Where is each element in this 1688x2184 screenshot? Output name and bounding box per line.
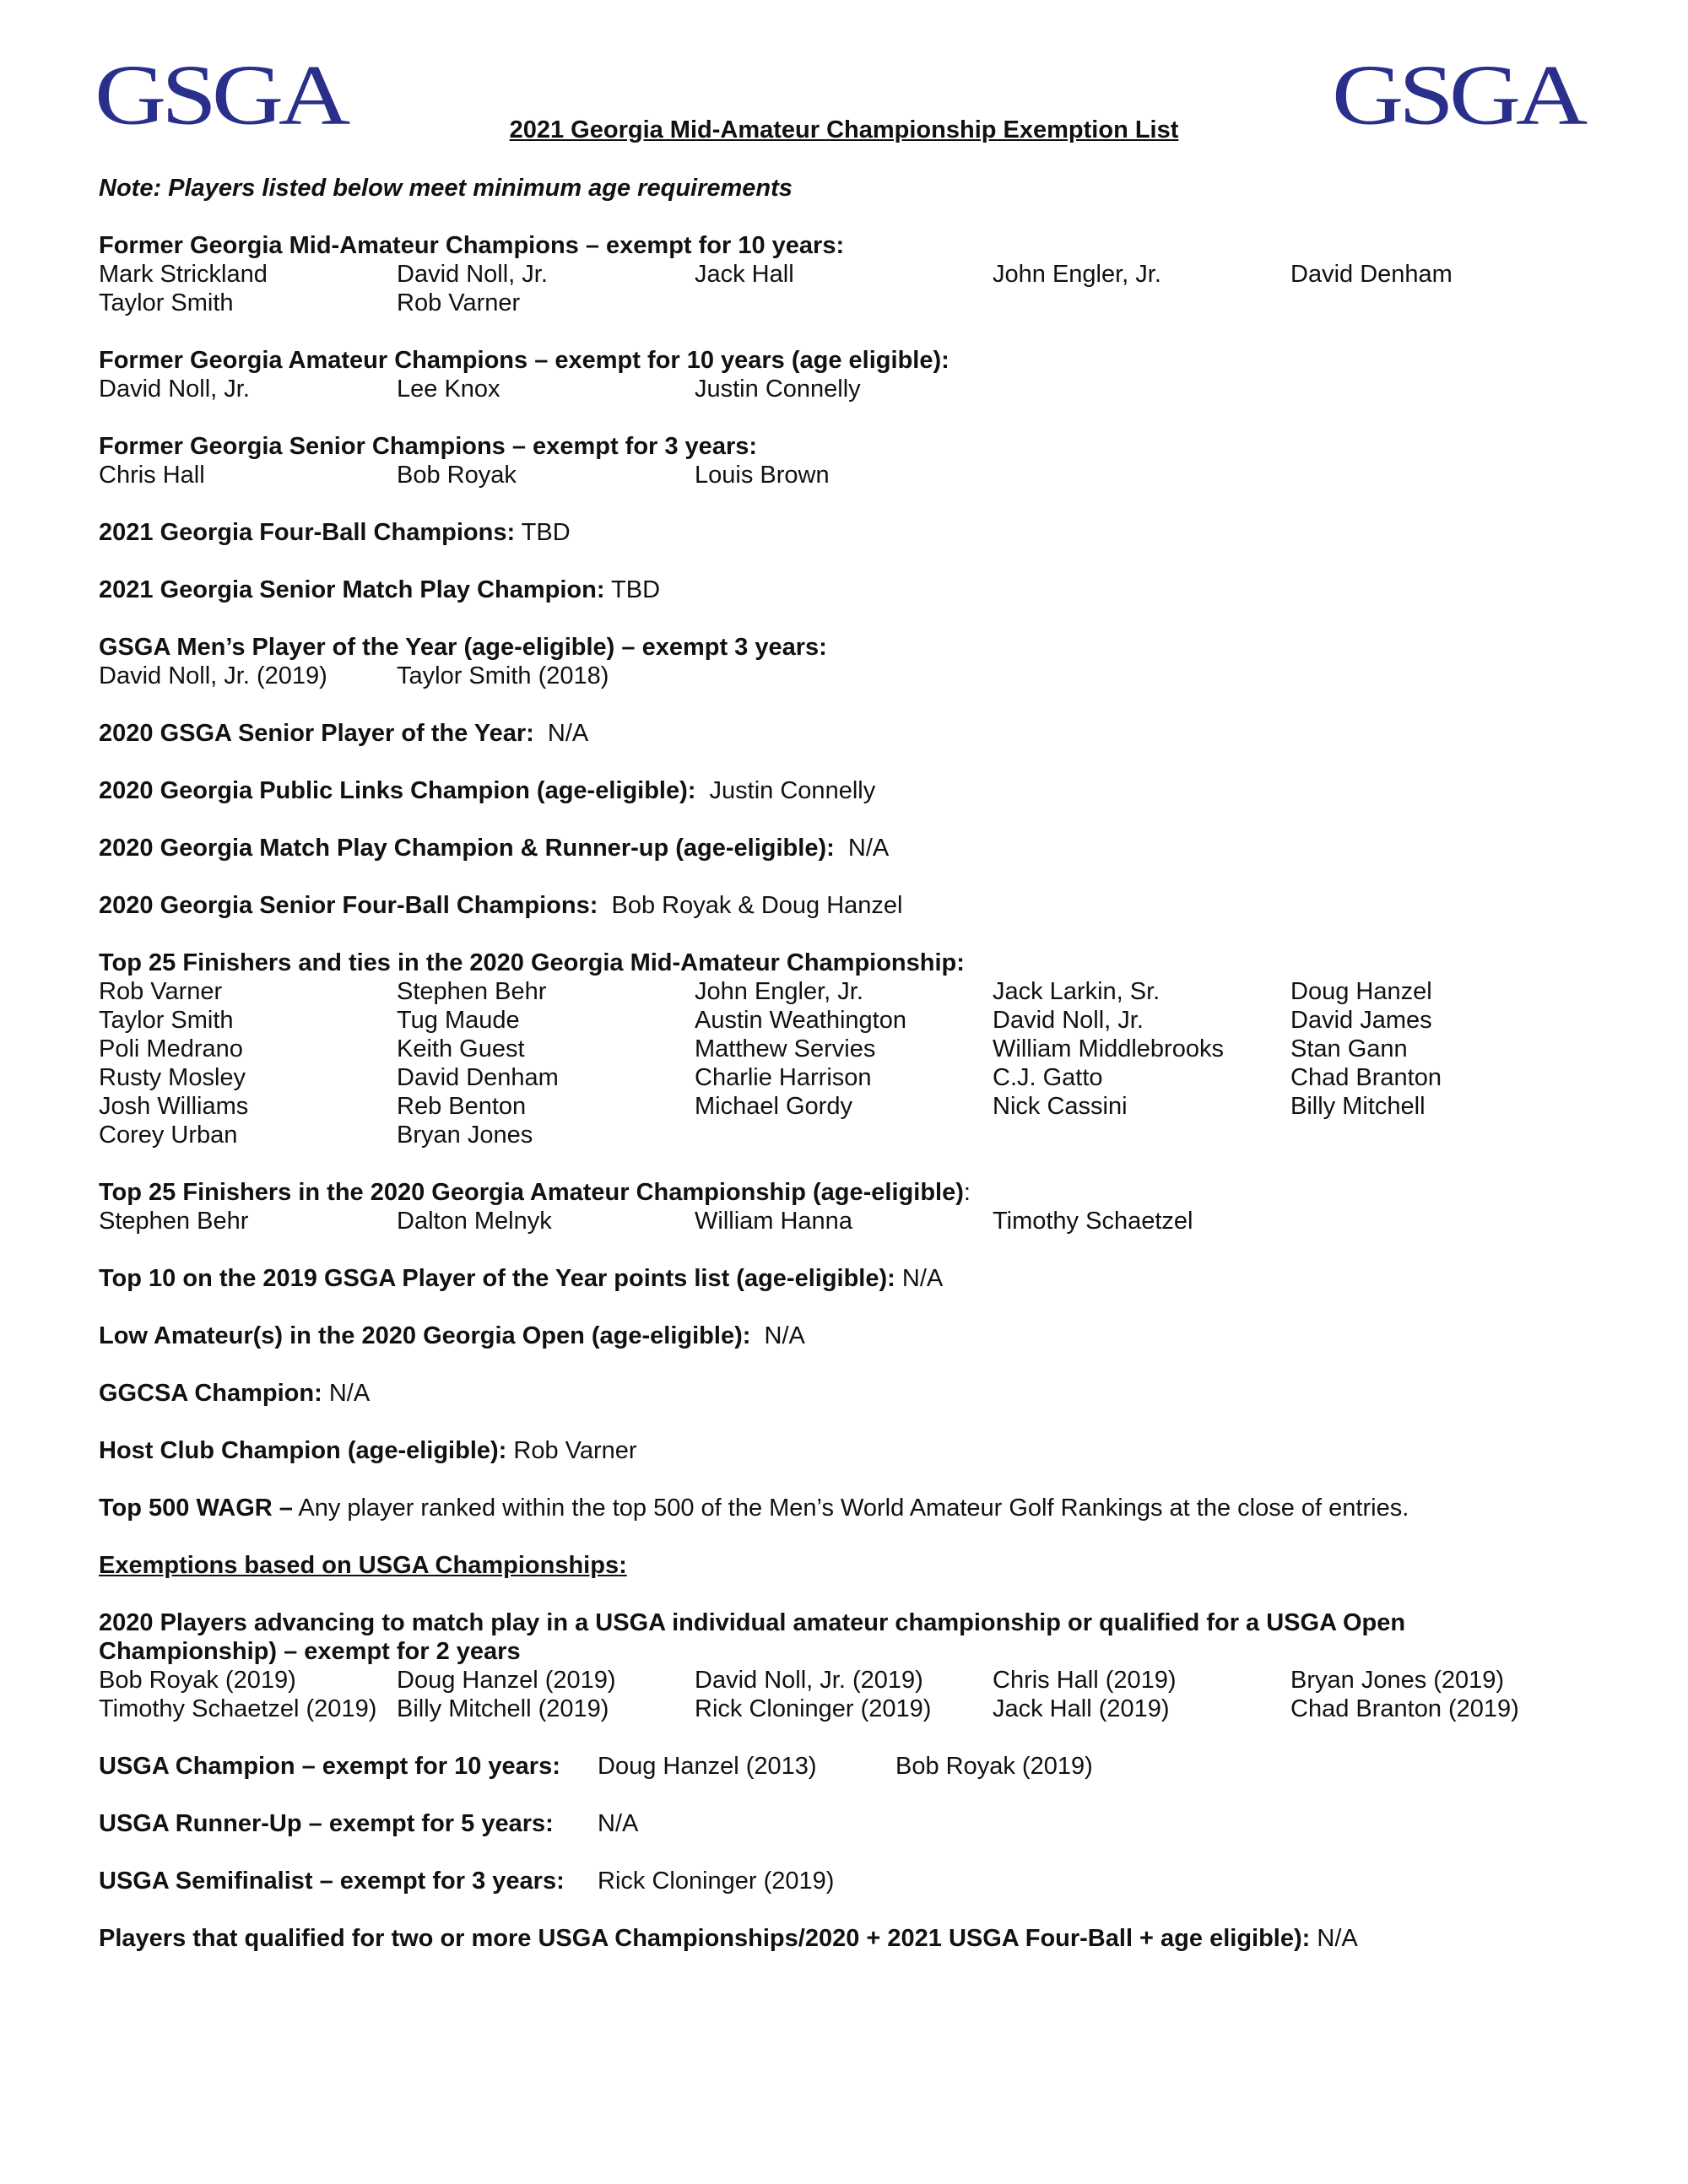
player-name: Rob Varner: [99, 978, 223, 1005]
player-name: Keith Guest: [397, 1035, 525, 1062]
section-value: TBD: [515, 519, 571, 546]
gsga-logo-left: GSGA: [95, 46, 346, 143]
section-value: Rob Varner: [506, 1437, 637, 1464]
section-heading: Former Georgia Amateur Champions – exempt for 10 years (age eligible):: [99, 347, 950, 374]
player-name: Bob Royak: [397, 462, 517, 489]
player-name: Bryan Jones (2019): [1290, 1667, 1505, 1694]
player-name: Bob Royak (2019): [99, 1667, 296, 1694]
player-name: Taylor Smith (2018): [397, 662, 609, 689]
player-grid: [99, 461, 1618, 489]
player-name: Charlie Harrison: [695, 1064, 872, 1091]
player-name: Matthew Servies: [695, 1035, 876, 1062]
section-usga-runner-up: [99, 1809, 1618, 1838]
player-name: Justin Connelly: [695, 376, 861, 403]
section-value: N/A: [750, 1322, 805, 1349]
player-name: Corey Urban: [99, 1122, 238, 1149]
player-name: Jack Hall: [695, 261, 794, 288]
player-name: John Engler, Jr.: [695, 978, 863, 1005]
player-name: David Noll, Jr.: [99, 376, 250, 403]
section-top25-mid-am: [99, 949, 1618, 1149]
section-value: Rick Cloninger (2019): [598, 1868, 835, 1895]
age-note: Note: Players listed below meet minimum age requirements: [99, 175, 793, 202]
player-name: Tug Maude: [397, 1007, 520, 1034]
section-value: Any player ranked within the top 500 of the Men’s World Amateur Golf Rankings at the close of entries.: [292, 1495, 1409, 1522]
player-grid: [99, 375, 1618, 403]
player-name: David James: [1290, 1007, 1432, 1034]
heading-colon: :: [963, 1179, 971, 1206]
section-senior-poy-2020: [99, 719, 1618, 748]
section-value: Justin Connelly: [695, 777, 876, 804]
section-wagr: [99, 1494, 1618, 1522]
section-value: Bob Royak & Doug Hanzel: [598, 892, 903, 919]
player-grid: [99, 260, 1618, 317]
section-label: Top 10 on the 2019 GSGA Player of the Year points list (age-eligible):: [99, 1265, 895, 1292]
player-name: David Noll, Jr.: [993, 1007, 1144, 1034]
player-name: Louis Brown: [695, 462, 830, 489]
section-label: Top 500 WAGR –: [99, 1495, 293, 1522]
section-former-mid-am: [99, 231, 1618, 317]
player-name: William Hanna: [695, 1208, 852, 1235]
player-name: Lee Knox: [397, 376, 500, 403]
section-senior-match-2021: [99, 576, 1618, 604]
section-label: Players that qualified for two or more USGA Championships/2020 + 2021 USGA Four-Ball + age eligible):: [99, 1925, 1311, 1952]
section-value: N/A: [598, 1810, 639, 1837]
section-public-links-2020: [99, 776, 1618, 805]
section-label: USGA Runner-Up – exempt for 5 years:: [99, 1810, 554, 1837]
section-heading: Former Georgia Mid-Amateur Champions – exempt for 10 years:: [99, 232, 845, 259]
section-senior-four-ball-2020: [99, 891, 1618, 920]
player-name: Doug Hanzel (2019): [397, 1667, 616, 1694]
section-low-am-open-2020: [99, 1322, 1618, 1350]
player-name: Jack Larkin, Sr.: [993, 978, 1160, 1005]
player-name: C.J. Gatto: [993, 1064, 1103, 1091]
player-name: Chad Branton (2019): [1290, 1695, 1519, 1722]
section-label: 2021 Georgia Senior Match Play Champion:: [99, 576, 605, 603]
section-label: 2020 GSGA Senior Player of the Year:: [99, 720, 534, 747]
player-name: Stephen Behr: [99, 1208, 249, 1235]
section-value: N/A: [533, 720, 589, 747]
player-name: Timothy Schaetzel (2019): [99, 1695, 377, 1722]
player-grid: [99, 1666, 1618, 1723]
section-label: USGA Semifinalist – exempt for 3 years:: [99, 1868, 565, 1895]
section-value: N/A: [895, 1265, 944, 1292]
section-heading: GSGA Men’s Player of the Year (age-eligible) – exempt 3 years:: [99, 634, 827, 661]
section-label: Low Amateur(s) in the 2020 Georgia Open (age-eligible):: [99, 1322, 751, 1349]
page-title: 2021 Georgia Mid-Amateur Championship Exemption List: [509, 116, 1179, 143]
player-name: Mark Strickland: [99, 261, 268, 288]
player-grid: [99, 977, 1618, 1149]
section-ggcsa: [99, 1379, 1618, 1408]
player-name: Nick Cassini: [993, 1093, 1128, 1120]
player-name: Rusty Mosley: [99, 1064, 246, 1091]
section-value: Bob Royak (2019): [895, 1753, 1093, 1780]
player-name: David Noll, Jr.: [397, 261, 548, 288]
player-name: Austin Weathington: [695, 1007, 906, 1034]
player-name: Rick Cloninger (2019): [695, 1695, 932, 1722]
section-heading-line2: Championship) – exempt for 2 years: [99, 1638, 521, 1665]
player-name: Chad Branton: [1290, 1064, 1442, 1091]
section-value: TBD: [604, 576, 661, 603]
section-label: USGA Champion – exempt for 10 years:: [99, 1753, 560, 1780]
section-label: 2021 Georgia Four-Ball Champions:: [99, 519, 516, 546]
player-name: Josh Williams: [99, 1093, 249, 1120]
section-label: GGCSA Champion:: [99, 1380, 322, 1407]
gsga-logo-right: GSGA: [1332, 46, 1583, 143]
section-usga-champion: [99, 1752, 1618, 1781]
player-name: William Middlebrooks: [993, 1035, 1224, 1062]
section-usga-match-play: [99, 1608, 1618, 1723]
player-name: Dalton Melnyk: [397, 1208, 552, 1235]
player-name: Taylor Smith: [99, 1007, 234, 1034]
section-label: 2020 Georgia Senior Four-Ball Champions:: [99, 892, 598, 919]
player-name: Poli Medrano: [99, 1035, 243, 1062]
section-value: N/A: [834, 835, 890, 862]
player-name: Reb Benton: [397, 1093, 527, 1120]
section-heading: Top 25 Finishers in the 2020 Georgia Amateur Championship (age-eligible): [99, 1179, 964, 1206]
player-name: David Noll, Jr. (2019): [99, 662, 327, 689]
section-top25-amateur: [99, 1178, 1618, 1235]
player-name: David Noll, Jr. (2019): [695, 1667, 923, 1694]
player-name: Rob Varner: [397, 289, 521, 316]
player-name: Bryan Jones: [397, 1122, 533, 1149]
section-player-of-year: [99, 633, 1618, 690]
player-grid: [99, 662, 1618, 690]
player-name: Michael Gordy: [695, 1093, 852, 1120]
player-name: David Denham: [397, 1064, 559, 1091]
usga-heading: Exemptions based on USGA Championships:: [99, 1552, 627, 1579]
section-label: Host Club Champion (age-eligible):: [99, 1437, 507, 1464]
player-name: Doug Hanzel: [1290, 978, 1432, 1005]
player-name: Stephen Behr: [397, 978, 547, 1005]
section-match-play-2020: [99, 834, 1618, 862]
document-body: [99, 174, 1618, 1981]
section-usga-semifinalist: [99, 1867, 1618, 1895]
player-name: Billy Mitchell: [1290, 1093, 1426, 1120]
section-label: 2020 Georgia Public Links Champion (age-eligible):: [99, 777, 696, 804]
player-name: Chris Hall: [99, 462, 205, 489]
section-heading-line1: 2020 Players advancing to match play in a USGA individual amateur championship or qualified for a USGA Open: [99, 1609, 1406, 1636]
section-heading: Former Georgia Senior Champions – exempt for 3 years:: [99, 433, 758, 460]
player-name: David Denham: [1290, 261, 1453, 288]
section-usga-heading: [99, 1551, 1618, 1580]
player-name: Jack Hall (2019): [993, 1695, 1170, 1722]
player-name: Timothy Schaetzel: [993, 1208, 1193, 1235]
section-four-ball-2021: [99, 518, 1618, 547]
player-grid: [99, 1207, 1618, 1235]
section-value: N/A: [1310, 1925, 1358, 1952]
player-name: Billy Mitchell (2019): [397, 1695, 609, 1722]
player-name: Taylor Smith: [99, 289, 234, 316]
player-name: Chris Hall (2019): [993, 1667, 1177, 1694]
player-name: John Engler, Jr.: [993, 261, 1161, 288]
section-two-or-more: [99, 1924, 1618, 1953]
section-former-senior: [99, 432, 1618, 489]
section-host-club: [99, 1436, 1618, 1465]
section-heading: Top 25 Finishers and ties in the 2020 Georgia Mid-Amateur Championship:: [99, 949, 965, 976]
section-former-amateur: [99, 346, 1618, 403]
section-label: 2020 Georgia Match Play Champion & Runner-up (age-eligible):: [99, 835, 835, 862]
section-value: N/A: [322, 1380, 371, 1407]
player-name: Stan Gann: [1290, 1035, 1408, 1062]
section-top10-poy-2019: [99, 1264, 1618, 1293]
section-value: Doug Hanzel (2013): [598, 1753, 817, 1780]
